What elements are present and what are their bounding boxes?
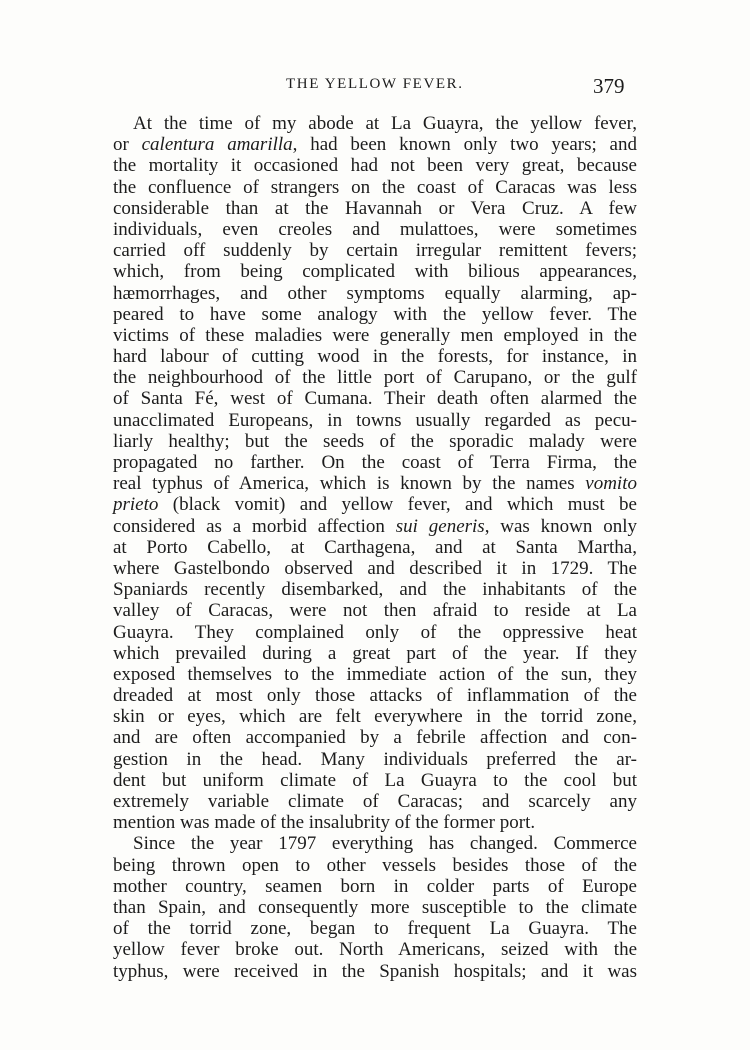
text-segment: Since the year 1797 everything has changed. Commerce: [133, 833, 637, 855]
text-line: [113, 283, 637, 304]
text-segment: mother country, seamen born in colder parts of Europe: [113, 875, 637, 897]
text-segment: individuals, even creoles and mulattoes, were sometimes: [113, 218, 637, 240]
text-segment: (black vomit) and yellow fever, and which must be: [158, 494, 637, 516]
text-segment: Guayra. They complained only of the oppressive heat: [113, 621, 637, 643]
text-segment: where Gastelbondo observed and described it in 1729. The: [113, 557, 637, 579]
text-line: [113, 558, 637, 579]
text-segment: considerable than at the Havannah or Vera Cruz. A few: [113, 197, 637, 219]
text-line: [113, 897, 637, 918]
text-line: [113, 473, 637, 494]
text-line: [113, 622, 637, 643]
text-segment: than Spain, and consequently more susceptible to the climate: [113, 896, 637, 918]
running-head: [0, 74, 750, 100]
text-line: [113, 685, 637, 706]
text-line: [113, 367, 637, 388]
text-line: [113, 600, 637, 621]
text-segment: propagated no farther. On the coast of Terra Firma, the: [113, 452, 637, 473]
text-segment: exposed themselves to the immediate action of the sun, they: [113, 663, 637, 685]
paragraph: [113, 833, 637, 981]
text-segment: liarly healthy; but the seeds of the sporadic malady were: [113, 430, 637, 452]
text-line: [113, 706, 637, 727]
text-segment: of Santa Fé, west of Cumana. Their death often alarmed the: [113, 388, 637, 410]
text-line: [113, 346, 637, 367]
text-line: [113, 727, 637, 748]
paragraph: [113, 113, 637, 833]
text-segment: at Porto Cabello, at Carthagena, and at Santa Martha,: [113, 536, 637, 558]
text-line: [113, 791, 637, 812]
text-segment: being thrown open to other vessels besides those of the: [113, 854, 637, 876]
text-segment: which prevailed during a great part of the year. If they: [113, 642, 637, 664]
text-line: [113, 410, 637, 431]
text-segment: considered as a morbid affection: [113, 515, 396, 537]
text-segment: Spaniards recently disembarked, and the inhabitants of the: [113, 579, 637, 601]
text-line: [113, 939, 637, 960]
text-line: [113, 177, 637, 198]
text-segment: or: [113, 134, 142, 156]
text-segment: hæmorrhages, and other symptoms equally alarming, ap-: [113, 282, 637, 304]
text-segment: extremely variable climate of Caracas; and scarcely any: [113, 791, 637, 812]
text-line: [113, 494, 637, 515]
text-segment: hard labour of cutting wood in the forests, for instance, in: [113, 346, 637, 368]
text-segment: typhus, were received in the Spanish hospitals; and it was: [113, 960, 637, 982]
italic-text: calentura amarilla: [141, 134, 293, 156]
text-line: [113, 240, 637, 261]
text-segment: the neighbourhood of the little port of Carupano, or the gulf: [113, 367, 637, 389]
italic-text: prieto: [113, 494, 159, 516]
text-line: [113, 431, 637, 452]
text-segment: which, from being complicated with bilious appearances,: [113, 261, 637, 283]
text-segment: dent but uniform climate of La Guayra to the cool but: [113, 769, 637, 791]
text-line: [113, 325, 637, 346]
text-segment: , had been known only two years; and: [292, 134, 637, 156]
text-segment: mention was made of the insalubrity of the former port.: [113, 812, 536, 834]
text-segment: At the time of my abode at La Guayra, the yellow fever,: [133, 113, 637, 134]
text-line: [113, 643, 637, 664]
text-line: [113, 537, 637, 558]
text-line: [113, 812, 637, 833]
text-line: [113, 261, 637, 282]
text-segment: yellow fever broke out. North Americans, seized with the: [113, 939, 637, 961]
text-segment: real typhus of America, which is known by the names: [113, 473, 586, 495]
text-segment: peared to have some analogy with the yellow fever. The: [113, 303, 637, 325]
text-segment: skin or eyes, which are felt everywhere in the torrid zone,: [113, 706, 637, 728]
text-line: [113, 198, 637, 219]
body-text: [113, 113, 637, 982]
text-line: [113, 833, 637, 854]
text-line: [113, 516, 637, 537]
text-segment: the mortality it occasioned had not been very great, because: [113, 155, 637, 177]
text-line: [113, 770, 637, 791]
text-segment: victims of these maladies were generally men employed in the: [113, 324, 637, 346]
text-line: [113, 155, 637, 176]
text-line: [113, 749, 637, 770]
text-segment: and are often accompanied by a febrile affection and con-: [113, 727, 637, 749]
text-segment: , was known only: [484, 515, 637, 537]
running-title: THE YELLOW FEVER.: [286, 76, 464, 92]
text-line: [113, 219, 637, 240]
italic-text: sui generis: [395, 515, 485, 537]
text-segment: carried off suddenly by certain irregular remittent fevers;: [113, 240, 637, 262]
text-segment: valley of Caracas, were not then afraid to reside at La: [113, 600, 637, 622]
text-segment: gestion in the head. Many individuals preferred the ar-: [113, 748, 637, 770]
page-number: 379: [593, 74, 625, 98]
text-segment: the confluence of strangers on the coast of Caracas was less: [113, 176, 637, 198]
text-line: [113, 304, 637, 325]
text-line: [113, 855, 637, 876]
text-line: [113, 579, 637, 600]
text-line: [113, 388, 637, 409]
text-line: [113, 918, 637, 939]
text-segment: unacclimated Europeans, in towns usually regarded as pecu-: [113, 409, 637, 431]
text-line: [113, 961, 637, 982]
text-line: [113, 113, 637, 134]
text-line: [113, 452, 637, 473]
text-line: [113, 664, 637, 685]
text-line: [113, 134, 637, 155]
text-line: [113, 876, 637, 897]
italic-text: vomito: [585, 473, 637, 495]
text-segment: dreaded at most only those attacks of inflammation of the: [113, 685, 637, 707]
text-segment: of the torrid zone, began to frequent La Guayra. The: [113, 918, 637, 940]
